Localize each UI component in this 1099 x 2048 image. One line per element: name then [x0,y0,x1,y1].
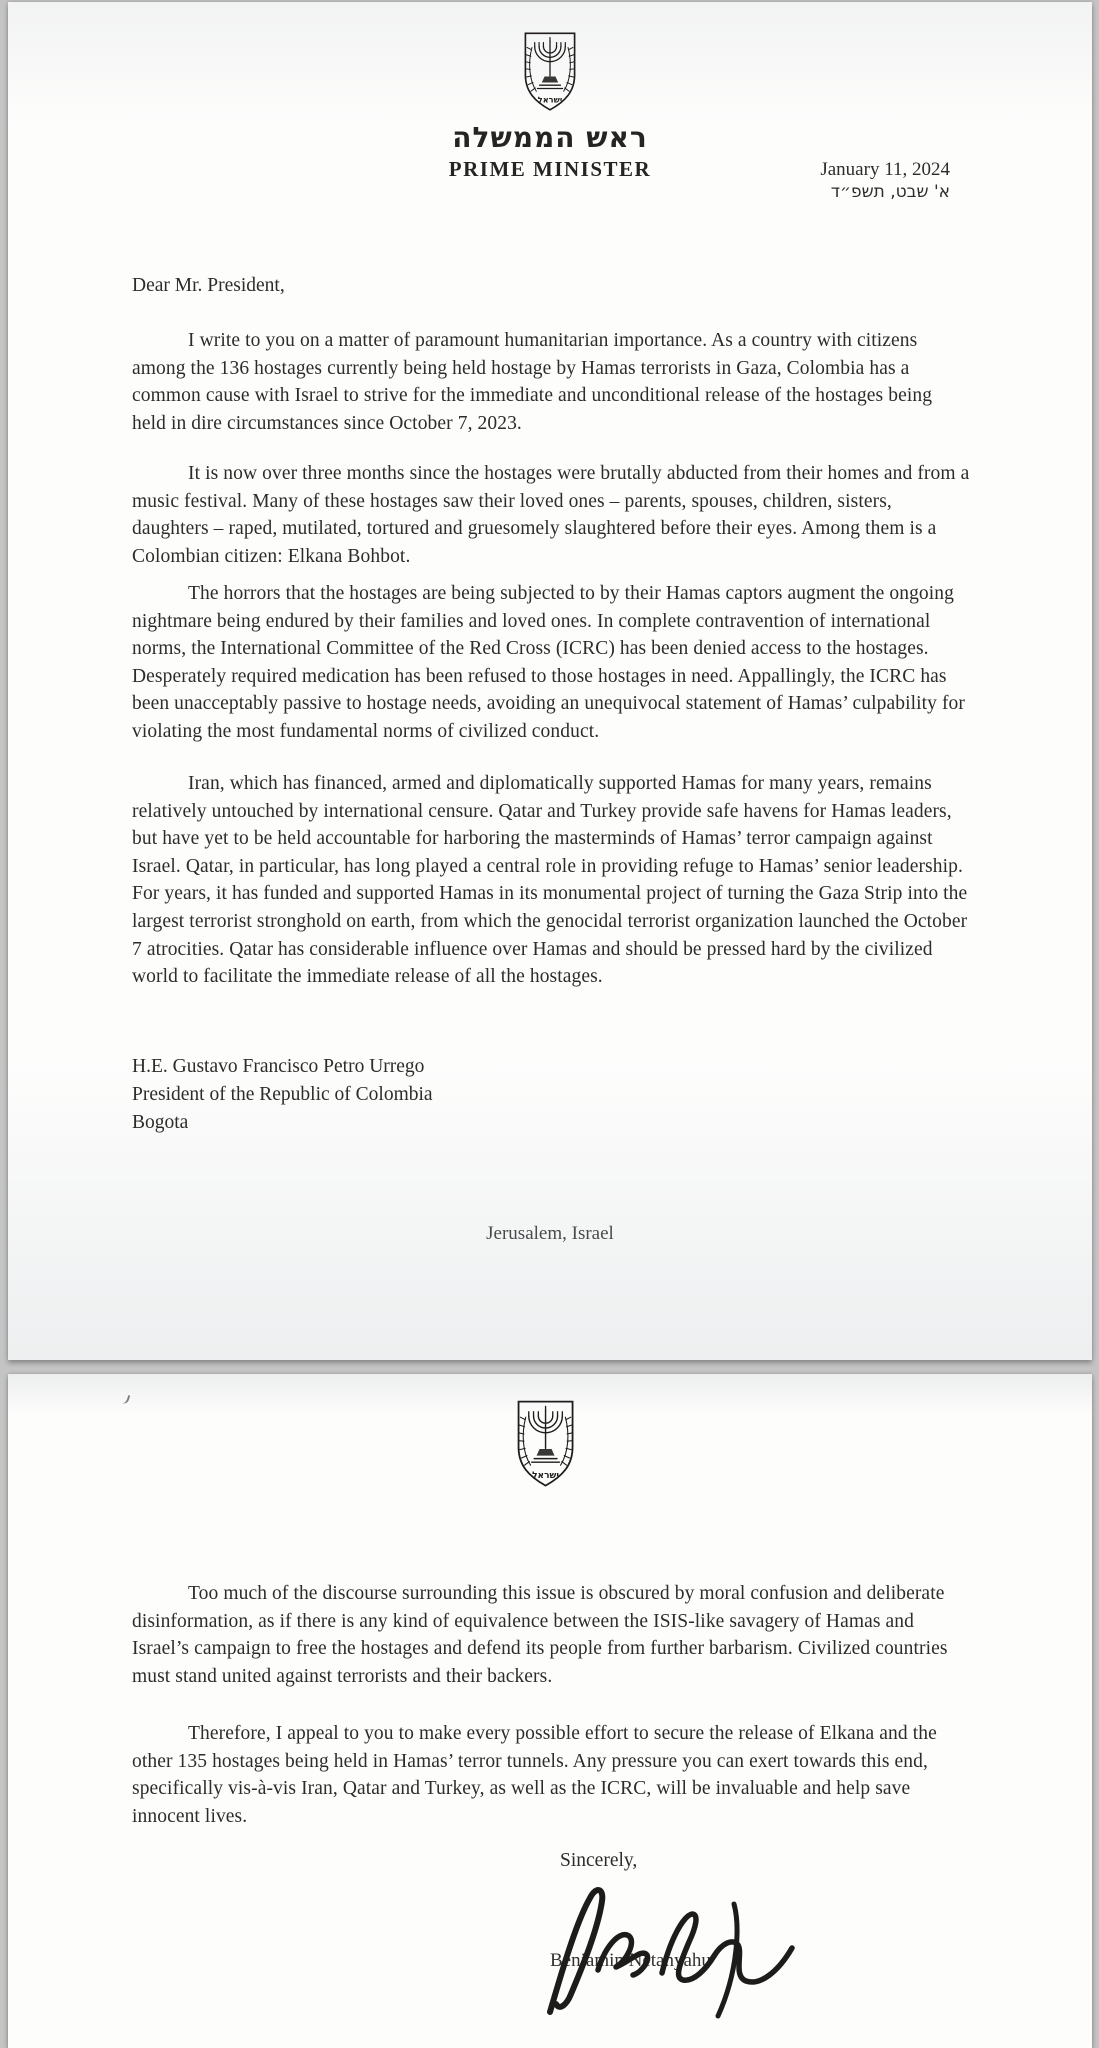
scan-artifact [119,1393,131,1405]
israel-state-emblem-icon [509,1398,583,1488]
signatory-name: Benjamin Netanyahu [550,1950,711,1971]
place-line: Jerusalem, Israel [486,1223,614,1244]
signature-block [528,1874,848,2044]
closing: Sincerely, [560,1850,638,1871]
recipient-name: H.E. Gustavo Francisco Petro Urrego [132,1056,425,1077]
date-block [820,158,950,204]
letter-page-2 [8,1374,1092,2048]
israel-state-emblem-icon [516,30,584,112]
handwritten-signature [528,1874,828,2024]
letter-paragraph-2: It is now over three months since the hostages were brutally abducted from their homes and from a music festival. Many of these hostages saw their loved ones – parents, spouses, children, sisters, daughters – raped, mutilated, tortured and gruesomely slaughtered before their eyes. Among them is a Colombian citizen: Elkana Bohbot. [132,463,970,567]
letter-paragraph-3: The horrors that the hostages are being subjected to by their Hamas captors augment the ongoing nightmare being endured by their families and loved ones. In complete contravention of international norms, the International Committee of the Red Cross (ICRC) has been denied access to the hostages. Desperately required medication has been refused to those hostages in need. Appallingly, the ICRC has been unacceptably passive to hostage needs, avoiding an unequivocal statement of Hamas’ culpability for violating the most fundamental norms of civilized conduct. [132,583,966,742]
recipient-city: Bogota [132,1112,189,1133]
emblem-label: ישראל [532,1470,560,1481]
letterhead-english-title: PRIME MINISTER [448,157,652,181]
emblem-label: ישראל [537,94,563,105]
letter-page-1 [8,2,1092,1360]
recipient-block [132,1053,433,1137]
letter-paragraph-5: Too much of the discourse surrounding this issue is obscured by moral confusion and deliberate disinformation, as if there is any kind of equivalence between the ISIS-like savagery of Hamas and Israel’s campaign to free the hostages and defend its people from further barbarism. Civilized countries must stand united against terrorists and their backers. [132,1583,948,1687]
date-hebrew: א' שבט, תשפ״ד [830,182,950,202]
letterhead-hebrew-title: ראש הממשלה [452,121,648,154]
letter-paragraph-4: Iran, which has financed, armed and diplomatically supported Hamas for many years, remains relatively untouched by international censure. Qatar and Turkey provide safe havens for Hamas leaders, but have yet to be held accountable for harboring the masterminds of Hamas’ terror campaign against Israel. Qatar, in particular, has long played a central role in providing refuge to Hamas’ senior leadership. For years, it has funded and supported Hamas in its monumental project of turning the Gaza Strip into the largest terrorist stronghold on earth, from which the genocidal terrorist organization launched the October 7 atrocities. Qatar has considerable influence over Hamas and should be pressed hard by the civilized world to facilitate the immediate release of all the hostages. [132,773,968,988]
date-english: January 11, 2024 [820,159,950,180]
salutation: Dear Mr. President, [132,275,285,296]
letter-paragraph-6: Therefore, I appeal to you to make every possible effort to secure the release of Elkana and the other 135 hostages being held in Hamas’ terror tunnels. Any pressure you can exert towards this end, specifically vis-à-vis Iran, Qatar and Turkey, as well as the ICRC, will be invaluable and help save innocent lives. [132,1723,937,1827]
letter-paragraph-1: I write to you on a matter of paramount humanitarian importance. As a country with citizens among the 136 hostages currently being held hostage by Hamas terrorists in Gaza, Colombia has a common cause with Israel to strive for the immediate and unconditional release of the hostages being held in dire circumstances since October 7, 2023. [132,330,933,434]
recipient-title: President of the Republic of Colombia [132,1084,433,1105]
